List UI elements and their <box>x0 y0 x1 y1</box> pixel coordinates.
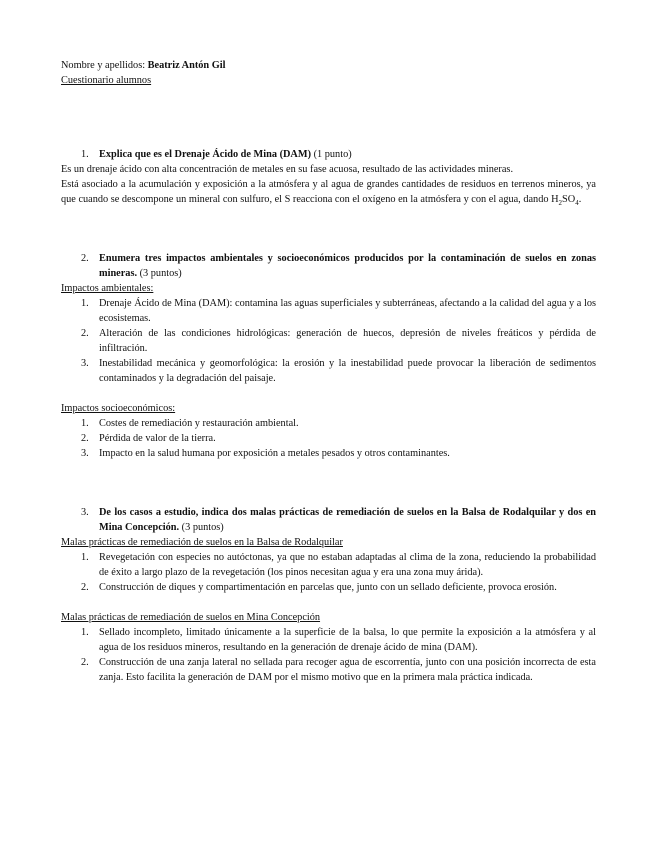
list-item: 1. Sellado incompleto, limitado únicamente a la superficie de la balsa, lo que permite la exposición a la atmósfera y al agua de los residuos mineros, resultando en la generación de drenaje ácido de mina (DAM). <box>81 627 596 653</box>
list-item: 2. Construcción de diques y compartimentación en parcelas que, junto con un sellado deficiente, provoca erosión. <box>81 582 557 593</box>
list-item: 1. Drenaje Ácido de Mina (DAM): contamina las aguas superficiales y subterráneas, afectando a la calidad del agua y a los ecosistemas. <box>81 298 596 324</box>
list-item: 3. Inestabilidad mecánica y geomorfológica: la erosión y la inestabilidad puede provocar la liberación de sedimentos contaminados y la degradación del paisaje. <box>81 358 596 384</box>
question-title: Explica que es el Drenaje Ácido de Mina (DAM) <box>99 149 312 160</box>
list-item: 2. Alteración de las condiciones hidrológicas: generación de huecos, depresión de niveles freáticos y pérdida de infiltración. <box>81 328 596 354</box>
answer-1-line-2: Está asociado a la acumulación y exposición a la atmósfera y al agua de grandes cantidades de residuos en terrenos mineros, ya que cuando se descompone un mineral con sulfuro, el S reacciona con el oxígeno en la atmósfera y con el agua, dando $H_2SO_4$. <box>61 179 596 208</box>
socio-impacts-heading: Impactos socioeconómicos: <box>61 403 176 414</box>
list-item: 3. Impacto en la salud humana por exposición a metales pesados y otros contaminantes. <box>81 448 450 459</box>
socio-impacts-list <box>61 416 596 461</box>
concepcion-list <box>61 625 596 685</box>
rodalquilar-list <box>61 550 596 595</box>
list-item: 1. Costes de remediación y restauración ambiental. <box>81 418 299 429</box>
question-title: De los casos a estudio, indica dos malas prácticas de remediación de suelos en la Balsa de Rodalquilar y dos en Mina Concepción. <box>99 507 596 533</box>
name-label: Nombre y apellidos: <box>61 60 146 71</box>
document-subtitle: Cuestionario alumnos <box>61 75 152 86</box>
question-3-heading <box>81 505 596 535</box>
question-points: (3 puntos) <box>139 268 182 279</box>
question-number: 1. <box>81 149 89 160</box>
question-2-heading <box>81 251 596 281</box>
student-name-line <box>61 58 596 73</box>
list-item: 2. Construcción de una zanja lateral no sellada para recoger agua de escorrentía, junto con una posición incorrecta de esta zanja. Esto facilita la generación de DAM por el mismo motivo que en la primera mala práctica indicada. <box>81 657 596 683</box>
rodalquilar-heading: Malas prácticas de remediación de suelos en la Balsa de Rodalquilar <box>61 537 343 548</box>
question-number: 3. <box>81 507 89 518</box>
question-points: (3 puntos) <box>181 522 224 533</box>
student-name: Beatriz Antón Gil <box>147 60 226 71</box>
concepcion-heading: Malas prácticas de remediación de suelos en Mina Concepción <box>61 612 321 623</box>
env-impacts-list <box>61 296 596 386</box>
question-number: 2. <box>81 253 89 264</box>
document-page <box>61 58 596 685</box>
list-item: 1. Revegetación con especies no autóctonas, ya que no estaban adaptadas al clima de la zona, reduciendo la probabilidad de éxito a largo plazo de la revegetación (los pinos necesitan agua y era una zona muy árida). <box>81 552 596 578</box>
env-impacts-heading: Impactos ambientales: <box>61 283 154 294</box>
question-1-heading <box>81 147 596 162</box>
question-points: (1 punto) <box>313 149 352 160</box>
answer-1-line-1: Es un drenaje ácido con alta concentración de metales en su fase acuosa, resultado de las actividades mineras. <box>61 164 514 175</box>
question-title: Enumera tres impactos ambientales y socioeconómicos producidos por la contaminación de suelos en zonas mineras. <box>99 253 596 279</box>
list-item: 2. Pérdida de valor de la tierra. <box>81 433 216 444</box>
